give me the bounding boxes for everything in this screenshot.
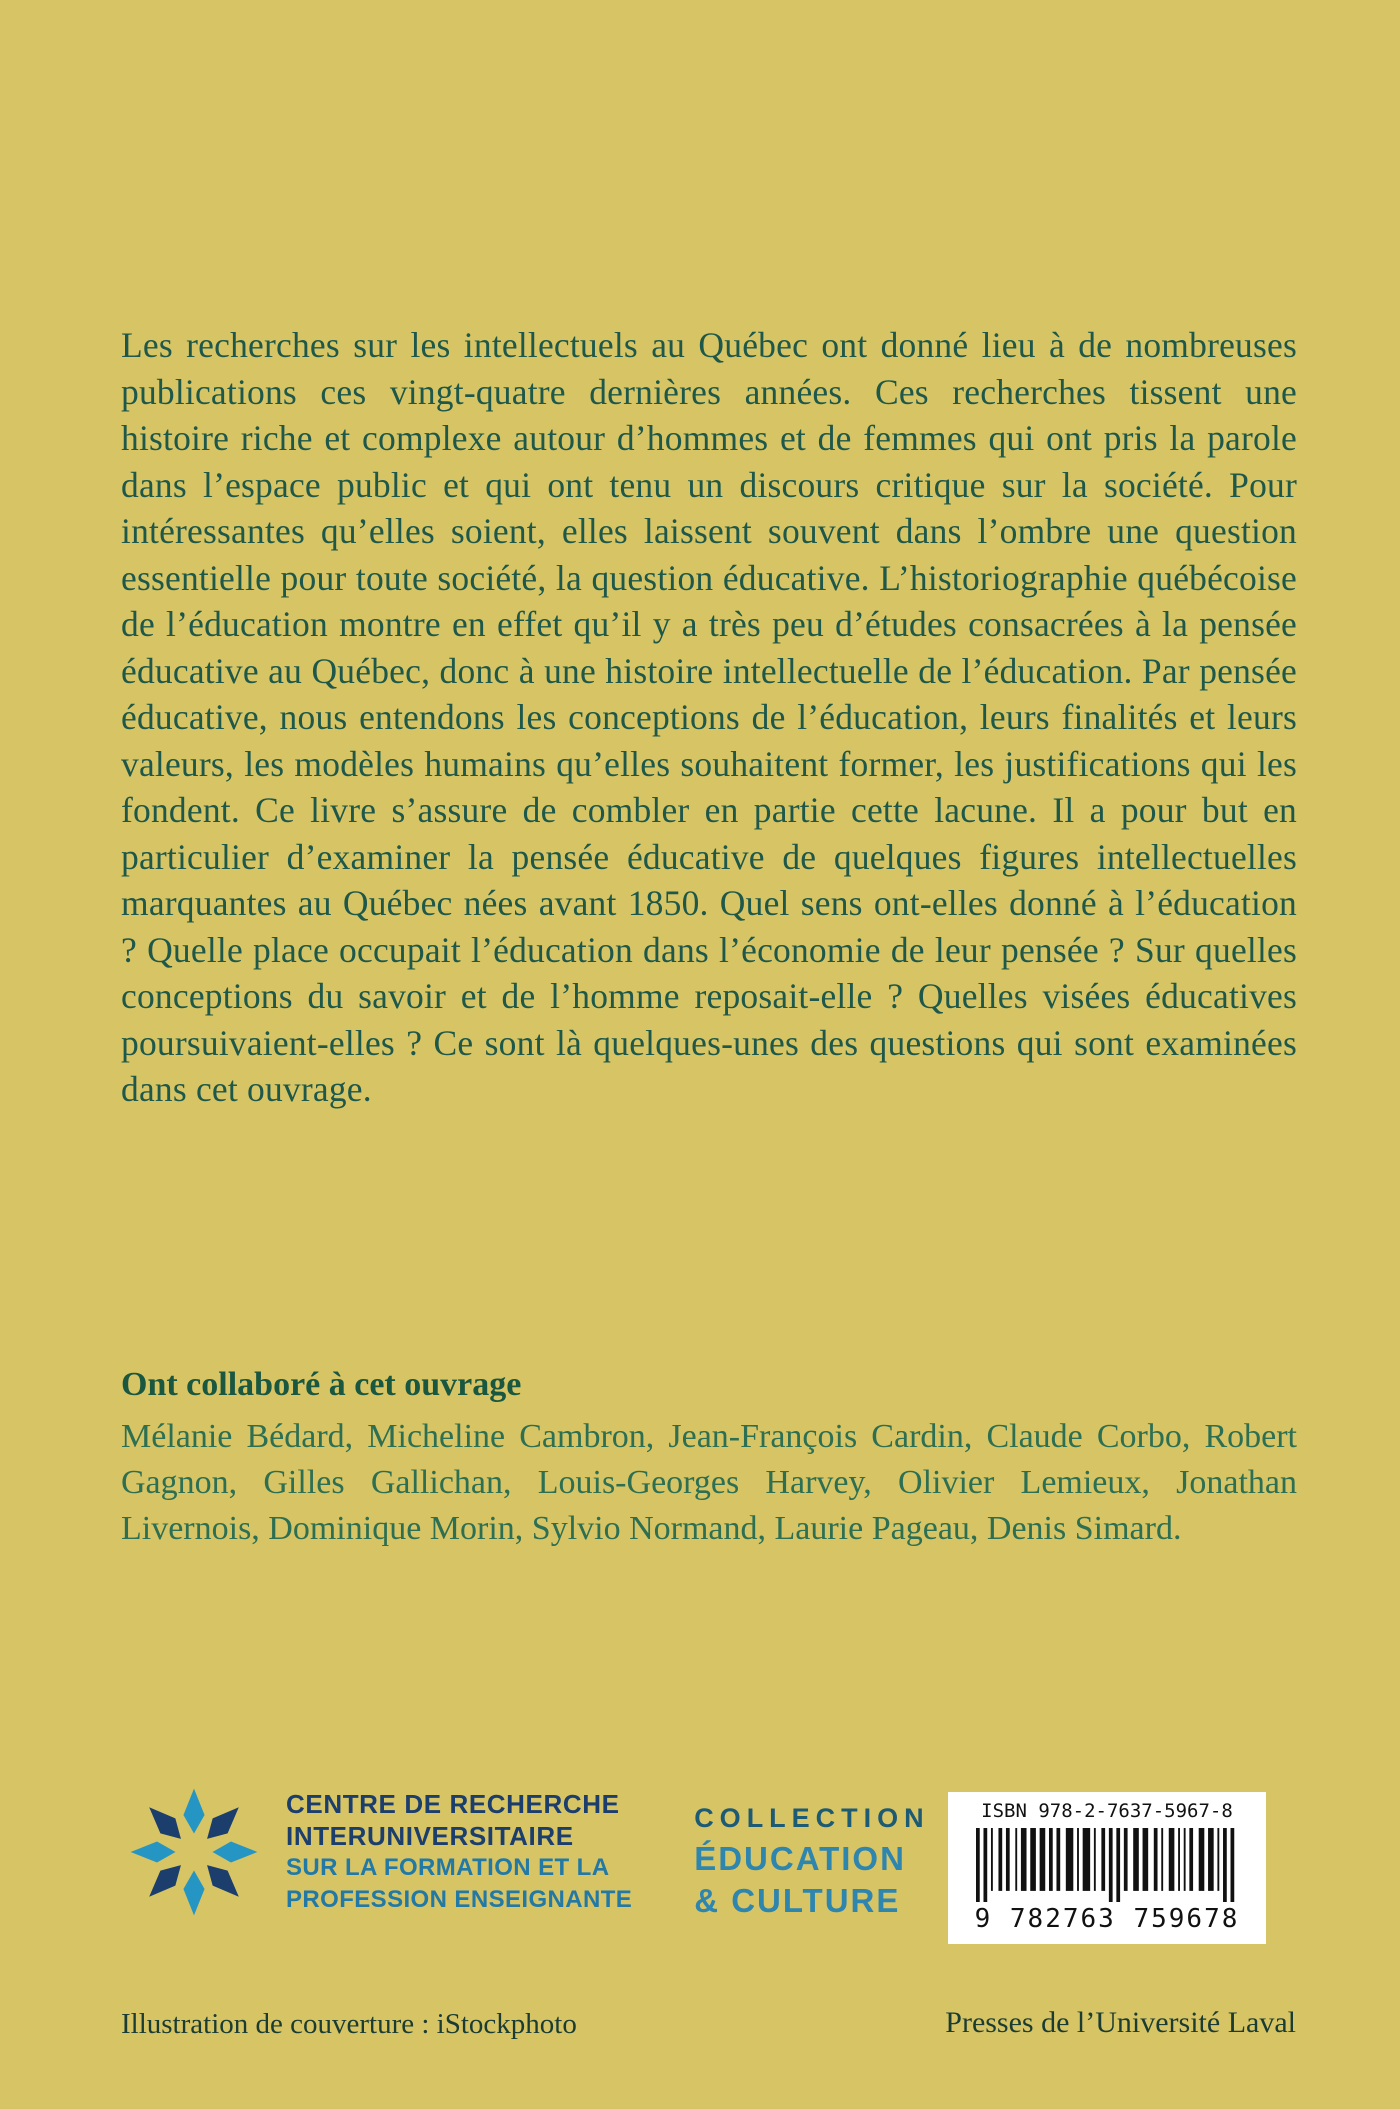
barcode-bars [976,1828,1238,1902]
crifpe-star-logo-icon [128,1786,260,1918]
isbn-digits: 9 782763 759678 [974,1904,1240,1934]
contributors-section [121,1362,1297,1552]
collection-name-line2: & CULTURE [694,1882,901,1919]
research-center-line3: SUR LA FORMATION ET LA [286,1854,610,1881]
research-center-line4: PROFESSION ENSEIGNANTE [286,1886,633,1913]
research-center-line2: INTERUNIVERSITAIRE [286,1821,574,1851]
back-cover-blurb: Les recherches sur les intellectuels au Québec ont donné lieu à de nombreuses publications ces vingt-quatre dernières années. Ces recherches tissent une histoire riche et complexe autour d’hommes et de femmes qui ont pris la parole dans l’espace public et qui ont tenu un discours critique sur la société. Pour intéressantes qu’elles soient, elles laissent souvent dans l’ombre une question essentielle pour toute société, la question éducative. L’historiographie québécoise de l’éducation montre en effet qu’il y a très peu d’études consacrées à la pensée éducative au Québec, donc à une histoire intellectuelle de l’éducation. Par pensée éducative, nous entendons les conceptions de l’éducation, leurs finalités et leurs valeurs, les modèles humains qu’elles souhaitent former, les justifications qui les fondent. Ce livre s’assure de combler en partie cette lacune. Il a pour but en particulier d’examiner la pensée éducative de quelques figures intellectuelles marquantes au Québec nées avant 1850. Quel sens ont-elles donné à l’éducation ? Quelle place occupait l’éducation dans l’économie de leur pensée ? Sur quelles conceptions du savoir et de l’homme reposait-elle ? Quelles visées éducatives poursuivaient-elles ? Ce sont là quelques-unes des questions qui sont examinées dans cet ouvrage. [121,325,1297,1109]
isbn-label: ISBN 978-2-7637-5967-8 [981,1800,1233,1822]
contributors-heading: Ont collaboré à cet ouvrage [121,1366,522,1403]
research-center-wordmark [286,1788,632,1916]
collection-label: COLLECTION [694,1803,930,1833]
publisher-name: Presses de l’Université Laval [945,2006,1296,2039]
research-center-line1: CENTRE DE RECHERCHE [286,1789,620,1819]
contributors-names: Mélanie Bédard, Micheline Cambron, Jean-François Cardin, Claude Corbo, Robert Gagnon, Gilles Gallichan, Louis-Georges Harvey, Olivier Lemieux, Jonathan Livernois, Dominique Morin, Sylvio Normand, Laurie Pageau, Denis Simard. [121,1418,1297,1547]
collection-name-line1: ÉDUCATION [694,1840,906,1877]
collection-block [694,1798,930,1922]
isbn-barcode-box [948,1792,1266,1944]
cover-illustration-credit: Illustration de couverture : iStockphoto [121,2008,577,2040]
